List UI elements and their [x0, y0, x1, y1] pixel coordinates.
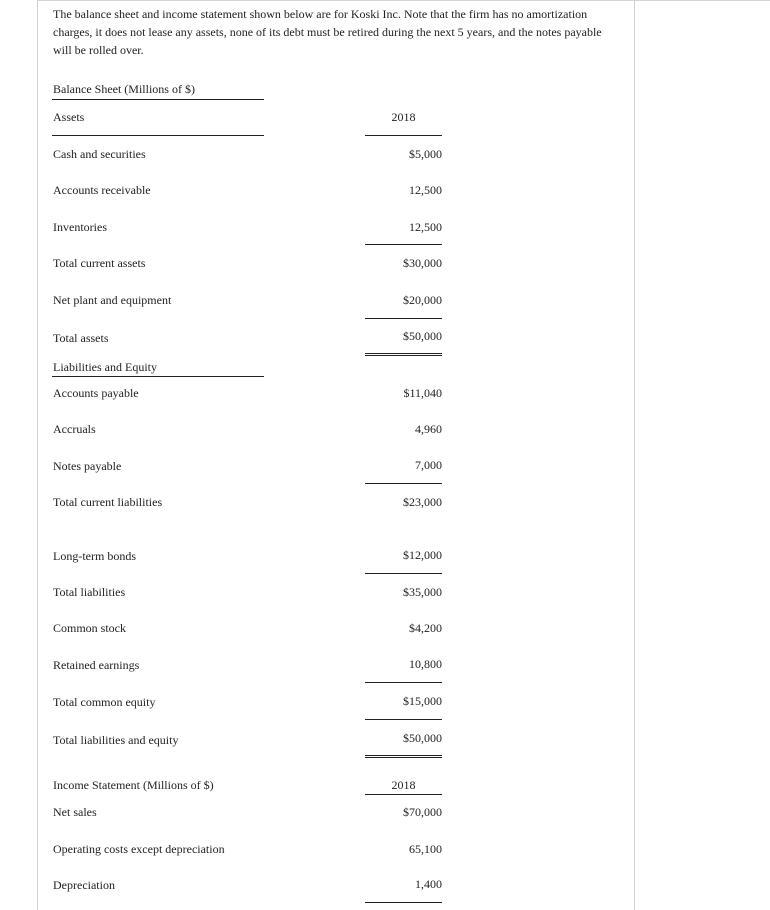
equity-value: $50,000	[403, 731, 442, 745]
subtotal-rule	[365, 902, 442, 903]
asset-value: $20,000	[403, 293, 442, 307]
asset-value: $5,000	[409, 147, 442, 161]
total-double-rule	[365, 353, 442, 356]
equity-value: $15,000	[403, 694, 442, 708]
intro-paragraph: The balance sheet and income statement shown below are for Koski Inc. Note that the firm has no amortization charges, it does not lease any assets, none of its debt must be retired during the next 5 years, and the notes payable will be rolled over.	[53, 7, 602, 57]
liability-value: 7,000	[415, 458, 442, 472]
year-underline	[365, 135, 442, 136]
assets-heading: Assets	[53, 110, 85, 124]
liability-label: Total current liabilities	[53, 495, 163, 509]
equity-value: $4,200	[409, 621, 442, 635]
income-value: $70,000	[403, 805, 442, 819]
asset-label: Total assets	[53, 331, 109, 345]
income-label: Net sales	[53, 805, 97, 819]
income-value: 1,400	[415, 877, 442, 891]
subtotal-rule	[365, 573, 442, 574]
liability-label: Long-term bonds	[53, 549, 136, 563]
income-statement-year: 2018	[391, 778, 416, 792]
asset-label: Net plant and equipment	[53, 293, 172, 307]
liability-value: $12,000	[403, 548, 442, 562]
asset-label: Inventories	[53, 220, 107, 234]
equity-label: Retained earnings	[53, 658, 140, 672]
asset-label: Total current assets	[53, 256, 146, 270]
income-label: Operating costs except depreciation	[53, 842, 225, 856]
liability-label: Accruals	[53, 422, 96, 436]
subtotal-rule	[365, 719, 442, 720]
asset-value: 12,500	[409, 220, 442, 234]
balance-sheet-year: 2018	[391, 110, 416, 124]
equity-value: 10,800	[409, 657, 442, 671]
liability-label: Notes payable	[53, 459, 122, 473]
income-statement-title: Income Statement (Millions of $)	[53, 778, 214, 792]
liabilities-heading-underline	[52, 376, 264, 377]
liability-label: Total liabilities	[53, 585, 126, 599]
equity-label: Total liabilities and equity	[53, 733, 179, 747]
subtotal-rule	[365, 244, 442, 245]
liability-label: Accounts payable	[53, 386, 139, 400]
asset-value: 12,500	[409, 183, 442, 197]
subtotal-rule	[365, 483, 442, 484]
total-double-rule	[365, 755, 442, 758]
subtotal-rule	[365, 682, 442, 683]
assets-heading-underline	[52, 135, 264, 136]
subtotal-rule	[365, 318, 442, 319]
asset-label: Cash and securities	[53, 147, 146, 161]
content-frame	[37, 0, 635, 910]
income-value: 65,100	[409, 842, 442, 856]
liability-value: 4,960	[415, 422, 442, 436]
liability-value: $23,000	[403, 495, 442, 509]
equity-label: Common stock	[53, 621, 127, 635]
income-label: Depreciation	[53, 878, 115, 892]
year-underline	[365, 794, 442, 795]
liability-value: $35,000	[403, 585, 442, 599]
liabilities-heading: Liabilities and Equity	[53, 360, 157, 374]
title-underline	[52, 99, 264, 100]
asset-value: $50,000	[403, 329, 442, 343]
asset-value: $30,000	[403, 256, 442, 270]
equity-label: Total common equity	[53, 695, 156, 709]
balance-sheet-title: Balance Sheet (Millions of $)	[53, 82, 195, 96]
asset-label: Accounts receivable	[53, 183, 151, 197]
liability-value: $11,040	[403, 386, 442, 400]
